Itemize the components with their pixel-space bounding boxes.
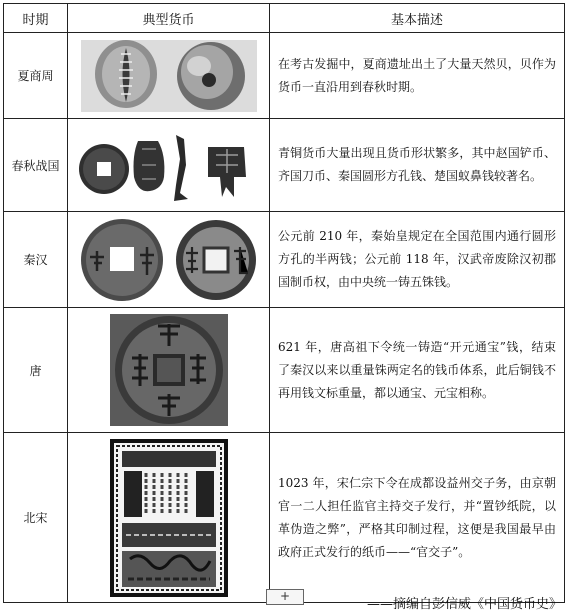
table-row	[4, 212, 565, 308]
table-row	[4, 33, 565, 119]
header-period: 时期	[4, 4, 68, 33]
table-row	[4, 433, 565, 603]
period-cell: 唐	[4, 308, 68, 433]
jiaozi-paper-money-image	[68, 433, 270, 603]
kaiyuan-tongbao-image	[68, 308, 270, 433]
table-row	[4, 308, 565, 433]
table-footer	[0, 589, 570, 611]
source-citation: ——摘编自彭信威《中国货币史》	[366, 597, 562, 612]
table-header-row	[4, 4, 565, 33]
header-description: 基本描述	[270, 4, 565, 33]
period-cell: 夏商周	[4, 33, 68, 119]
currency-history-table	[3, 3, 565, 603]
header-currency: 典型货币	[68, 4, 270, 33]
banliang-wuzhu-image	[68, 212, 270, 308]
description-cell: 青铜货币大量出现且货币形状繁多，其中赵国铲币、齐国刀币、秦国圆形方孔钱、楚国蚁鼻钱较著名。	[270, 119, 565, 212]
description-cell: 公元前 210 年，秦始皇规定在全国范围内通行圆形方孔的半两钱；公元前 118 年，汉武帝废除汉初郡国制币权，由中央统一铸五铢钱。	[270, 212, 565, 308]
description-cell: 在考古发掘中，夏商遗址出土了大量天然贝，贝作为货币一直沿用到春秋时期。	[270, 33, 565, 119]
period-cell: 秦汉	[4, 212, 68, 308]
table-row	[4, 119, 565, 212]
period-cell: 春秋战国	[4, 119, 68, 212]
bronze-coins-image	[68, 119, 270, 212]
description-cell: 1023 年，宋仁宗下令在成都设益州交子务，由京朝官一二人担任监官主持交子发行，并“置钞纸院，以革伪造之弊”，严格其印制过程，这便是我国最早由政府正式发行的纸币——“官交子”。	[270, 433, 565, 603]
shell-money-image	[68, 33, 270, 119]
expand-plus-button[interactable]: +	[266, 589, 304, 605]
period-cell: 北宋	[4, 433, 68, 603]
description-cell: 621 年，唐高祖下令统一铸造“开元通宝”钱，结束了秦汉以来以重量铢两定名的钱币体系，此后铜钱不再用钱文标重量，都以通宝、元宝相称。	[270, 308, 565, 433]
